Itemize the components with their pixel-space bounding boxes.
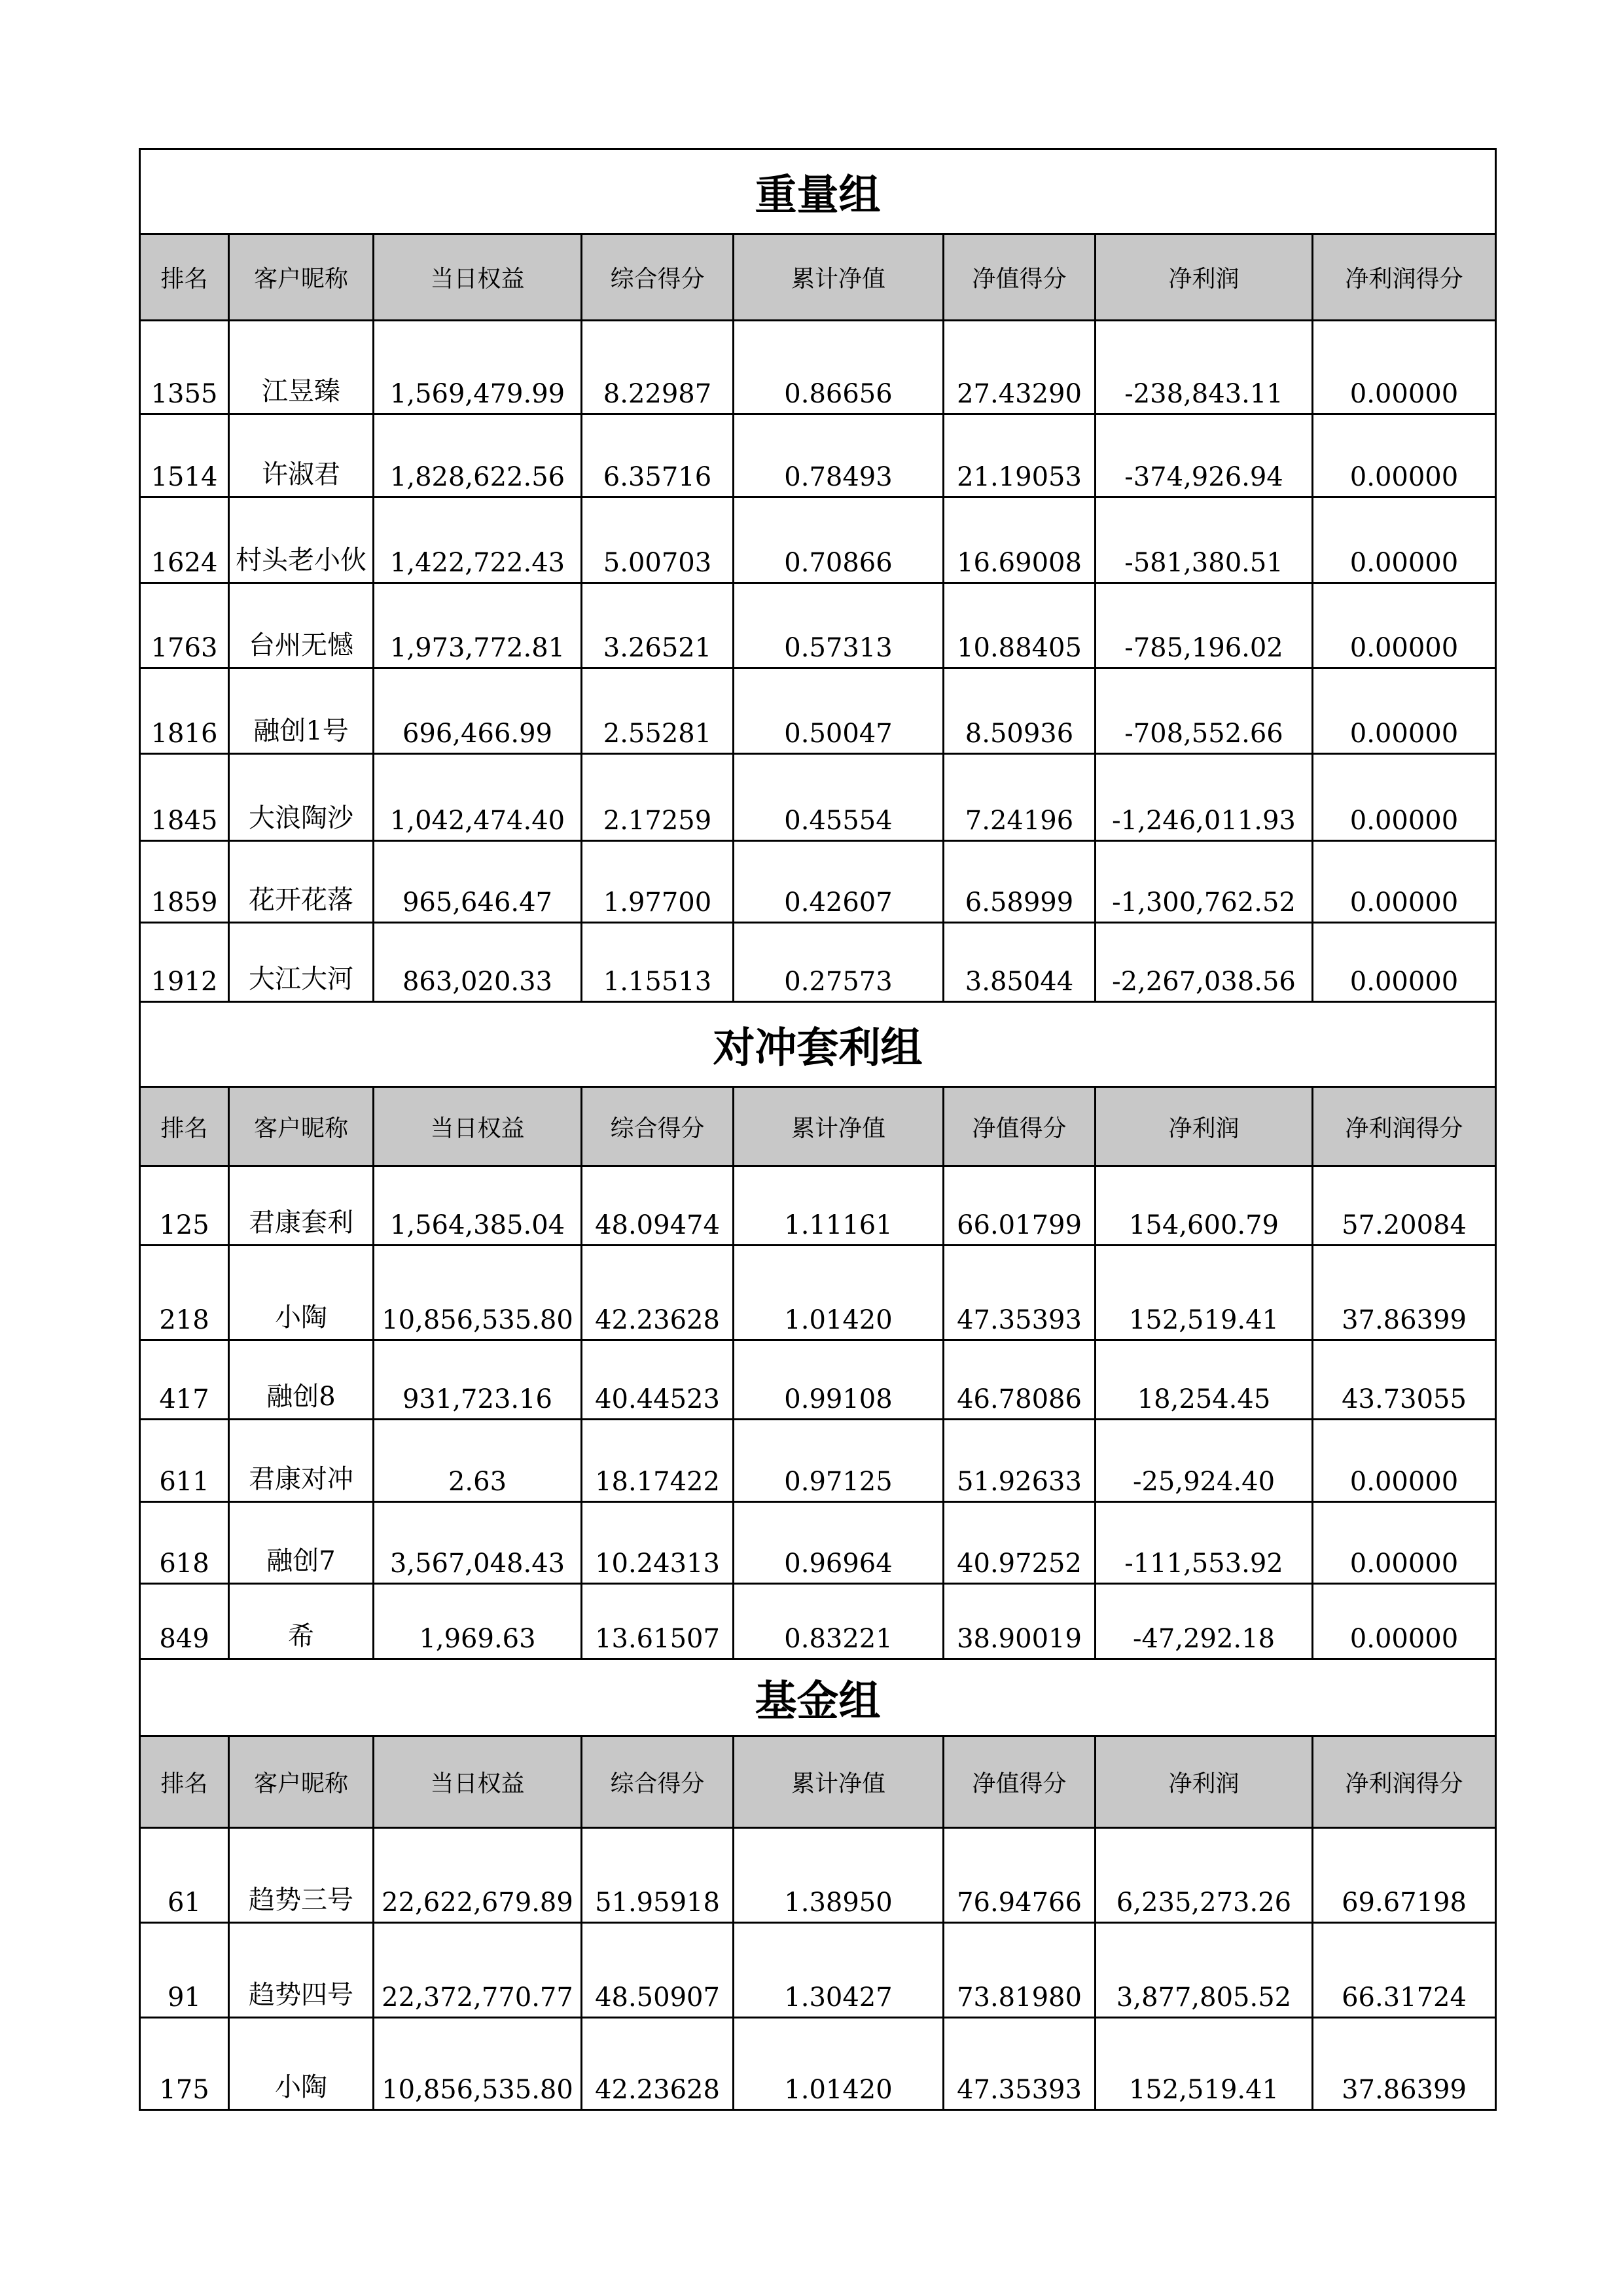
column-header-rank: 排名 (140, 234, 229, 321)
cell-nickname: 趋势三号 (229, 1828, 374, 1923)
cell-equity: 1,042,474.40 (374, 754, 582, 841)
column-header-nickname: 客户昵称 (229, 234, 374, 321)
column-header-net-profit: 净利润 (1096, 1087, 1313, 1166)
cell-rank: 1859 (140, 841, 229, 923)
cell-nav: 0.96964 (734, 1502, 944, 1584)
column-header-total-score: 综合得分 (582, 234, 734, 321)
cell-net-profit: -785,196.02 (1096, 583, 1313, 668)
cell-rank: 849 (140, 1584, 229, 1659)
group-title: 对冲套利组 (140, 1002, 1496, 1087)
cell-nav-score: 16.69008 (944, 497, 1096, 583)
cell-rank: 125 (140, 1166, 229, 1246)
cell-net-profit-score: 37.86399 (1313, 2018, 1496, 2110)
column-header-nav-score: 净值得分 (944, 234, 1096, 321)
cell-equity: 1,422,722.43 (374, 497, 582, 583)
table-row (140, 1584, 1496, 1659)
cell-total-score: 40.44523 (582, 1340, 734, 1420)
cell-total-score: 42.23628 (582, 1246, 734, 1340)
cell-nickname: 小陶 (229, 2018, 374, 2110)
table-row (140, 1420, 1496, 1502)
group-title: 基金组 (140, 1659, 1496, 1736)
cell-nickname: 台州无憾 (229, 583, 374, 668)
cell-rank: 61 (140, 1828, 229, 1923)
cell-nav-score: 3.85044 (944, 923, 1096, 1002)
column-header-nav-score: 净值得分 (944, 1087, 1096, 1166)
column-header-rank: 排名 (140, 1087, 229, 1166)
cell-net-profit: -238,843.11 (1096, 321, 1313, 414)
cell-rank: 1624 (140, 497, 229, 583)
column-header-total-score: 综合得分 (582, 1736, 734, 1828)
cell-nav: 0.42607 (734, 841, 944, 923)
column-header-net-profit-score: 净利润得分 (1313, 1087, 1496, 1166)
cell-nav-score: 66.01799 (944, 1166, 1096, 1246)
cell-net-profit-score: 0.00000 (1313, 583, 1496, 668)
table-row (140, 754, 1496, 841)
cell-nav: 0.78493 (734, 414, 944, 497)
table-row (140, 841, 1496, 923)
cell-equity: 1,569,479.99 (374, 321, 582, 414)
cell-nickname: 村头老小伙 (229, 497, 374, 583)
table-row (140, 2018, 1496, 2110)
cell-nav-score: 21.19053 (944, 414, 1096, 497)
table-row (140, 1246, 1496, 1340)
cell-nav: 0.50047 (734, 668, 944, 754)
cell-total-score: 5.00703 (582, 497, 734, 583)
cell-nav-score: 47.35393 (944, 1246, 1096, 1340)
cell-nav: 0.99108 (734, 1340, 944, 1420)
cell-equity: 1,969.63 (374, 1584, 582, 1659)
cell-equity: 931,723.16 (374, 1340, 582, 1420)
column-header-total-score: 综合得分 (582, 1087, 734, 1166)
cell-nav-score: 76.94766 (944, 1828, 1096, 1923)
cell-net-profit: 154,600.79 (1096, 1166, 1313, 1246)
cell-nav: 0.27573 (734, 923, 944, 1002)
table-row (140, 1923, 1496, 2018)
cell-nickname: 江昱臻 (229, 321, 374, 414)
cell-nickname: 许淑君 (229, 414, 374, 497)
cell-net-profit-score: 0.00000 (1313, 321, 1496, 414)
column-header-nav-score: 净值得分 (944, 1736, 1096, 1828)
cell-nav-score: 46.78086 (944, 1340, 1096, 1420)
column-header-nav: 累计净值 (734, 1087, 944, 1166)
cell-total-score: 3.26521 (582, 583, 734, 668)
group-title-row (140, 149, 1496, 234)
cell-total-score: 1.97700 (582, 841, 734, 923)
cell-total-score: 51.95918 (582, 1828, 734, 1923)
table-row (140, 1166, 1496, 1246)
cell-total-score: 48.50907 (582, 1923, 734, 2018)
cell-net-profit: -47,292.18 (1096, 1584, 1313, 1659)
cell-nickname: 融创8 (229, 1340, 374, 1420)
cell-nav: 0.45554 (734, 754, 944, 841)
column-header-nickname: 客户昵称 (229, 1736, 374, 1828)
cell-nav-score: 8.50936 (944, 668, 1096, 754)
cell-net-profit: 18,254.45 (1096, 1340, 1313, 1420)
cell-rank: 175 (140, 2018, 229, 2110)
cell-total-score: 1.15513 (582, 923, 734, 1002)
cell-nickname: 君康套利 (229, 1166, 374, 1246)
column-header-row (140, 1087, 1496, 1166)
cell-nav-score: 38.90019 (944, 1584, 1096, 1659)
cell-nav-score: 40.97252 (944, 1502, 1096, 1584)
cell-rank: 91 (140, 1923, 229, 2018)
ranking-table (139, 148, 1497, 2111)
cell-nav: 1.01420 (734, 2018, 944, 2110)
cell-net-profit: 6,235,273.26 (1096, 1828, 1313, 1923)
cell-nickname: 大浪陶沙 (229, 754, 374, 841)
cell-nav-score: 27.43290 (944, 321, 1096, 414)
cell-net-profit: -2,267,038.56 (1096, 923, 1313, 1002)
cell-net-profit-score: 0.00000 (1313, 923, 1496, 1002)
group-title-row (140, 1659, 1496, 1736)
table-row (140, 923, 1496, 1002)
cell-net-profit: -1,246,011.93 (1096, 754, 1313, 841)
column-header-equity: 当日权益 (374, 1087, 582, 1166)
cell-total-score: 18.17422 (582, 1420, 734, 1502)
table-row (140, 1340, 1496, 1420)
cell-equity: 10,856,535.80 (374, 2018, 582, 2110)
cell-equity: 863,020.33 (374, 923, 582, 1002)
cell-rank: 1845 (140, 754, 229, 841)
cell-nickname: 花开花落 (229, 841, 374, 923)
cell-rank: 218 (140, 1246, 229, 1340)
cell-equity: 696,466.99 (374, 668, 582, 754)
cell-net-profit: -708,552.66 (1096, 668, 1313, 754)
cell-net-profit-score: 57.20084 (1313, 1166, 1496, 1246)
table-row (140, 1502, 1496, 1584)
cell-equity: 1,564,385.04 (374, 1166, 582, 1246)
cell-nickname: 小陶 (229, 1246, 374, 1340)
cell-net-profit: -1,300,762.52 (1096, 841, 1313, 923)
cell-equity: 22,372,770.77 (374, 1923, 582, 2018)
table-row (140, 321, 1496, 414)
cell-equity: 3,567,048.43 (374, 1502, 582, 1584)
cell-total-score: 8.22987 (582, 321, 734, 414)
column-header-row (140, 1736, 1496, 1828)
cell-equity: 1,828,622.56 (374, 414, 582, 497)
cell-nickname: 融创7 (229, 1502, 374, 1584)
cell-nav: 1.38950 (734, 1828, 944, 1923)
cell-equity: 965,646.47 (374, 841, 582, 923)
cell-total-score: 6.35716 (582, 414, 734, 497)
cell-rank: 1763 (140, 583, 229, 668)
cell-equity: 22,622,679.89 (374, 1828, 582, 1923)
cell-nav-score: 47.35393 (944, 2018, 1096, 2110)
cell-net-profit-score: 0.00000 (1313, 841, 1496, 923)
cell-net-profit: -581,380.51 (1096, 497, 1313, 583)
cell-total-score: 10.24313 (582, 1502, 734, 1584)
cell-rank: 417 (140, 1340, 229, 1420)
column-header-net-profit: 净利润 (1096, 234, 1313, 321)
column-header-nav: 累计净值 (734, 234, 944, 321)
cell-nickname: 融创1号 (229, 668, 374, 754)
cell-net-profit-score: 0.00000 (1313, 497, 1496, 583)
column-header-row (140, 234, 1496, 321)
cell-rank: 1912 (140, 923, 229, 1002)
cell-net-profit-score: 0.00000 (1313, 668, 1496, 754)
cell-net-profit-score: 0.00000 (1313, 754, 1496, 841)
cell-nav: 1.11161 (734, 1166, 944, 1246)
cell-total-score: 13.61507 (582, 1584, 734, 1659)
cell-equity: 10,856,535.80 (374, 1246, 582, 1340)
group-title: 重量组 (140, 149, 1496, 234)
cell-nav: 0.97125 (734, 1420, 944, 1502)
cell-nav: 0.70866 (734, 497, 944, 583)
cell-net-profit-score: 0.00000 (1313, 1502, 1496, 1584)
table-row (140, 1828, 1496, 1923)
cell-net-profit-score: 69.67198 (1313, 1828, 1496, 1923)
cell-rank: 618 (140, 1502, 229, 1584)
cell-net-profit-score: 37.86399 (1313, 1246, 1496, 1340)
cell-total-score: 42.23628 (582, 2018, 734, 2110)
cell-net-profit-score: 0.00000 (1313, 1584, 1496, 1659)
cell-rank: 1816 (140, 668, 229, 754)
cell-total-score: 48.09474 (582, 1166, 734, 1246)
table-row (140, 583, 1496, 668)
cell-net-profit-score: 43.73055 (1313, 1340, 1496, 1420)
cell-rank: 1514 (140, 414, 229, 497)
cell-nav-score: 7.24196 (944, 754, 1096, 841)
group-title-row (140, 1002, 1496, 1087)
cell-net-profit-score: 66.31724 (1313, 1923, 1496, 2018)
cell-rank: 611 (140, 1420, 229, 1502)
cell-net-profit-score: 0.00000 (1313, 1420, 1496, 1502)
column-header-nav: 累计净值 (734, 1736, 944, 1828)
cell-nav: 0.86656 (734, 321, 944, 414)
cell-net-profit: -111,553.92 (1096, 1502, 1313, 1584)
cell-total-score: 2.55281 (582, 668, 734, 754)
cell-nickname: 大江大河 (229, 923, 374, 1002)
cell-net-profit: 3,877,805.52 (1096, 1923, 1313, 2018)
cell-net-profit: 152,519.41 (1096, 2018, 1313, 2110)
column-header-equity: 当日权益 (374, 1736, 582, 1828)
table-row (140, 668, 1496, 754)
table-row (140, 497, 1496, 583)
cell-nav-score: 10.88405 (944, 583, 1096, 668)
cell-equity: 2.63 (374, 1420, 582, 1502)
cell-nav: 0.83221 (734, 1584, 944, 1659)
column-header-rank: 排名 (140, 1736, 229, 1828)
cell-nav: 0.57313 (734, 583, 944, 668)
cell-nav-score: 73.81980 (944, 1923, 1096, 2018)
column-header-net-profit-score: 净利润得分 (1313, 1736, 1496, 1828)
cell-nickname: 君康对冲 (229, 1420, 374, 1502)
cell-nav: 1.01420 (734, 1246, 944, 1340)
cell-nav: 1.30427 (734, 1923, 944, 2018)
column-header-nickname: 客户昵称 (229, 1087, 374, 1166)
cell-rank: 1355 (140, 321, 229, 414)
cell-equity: 1,973,772.81 (374, 583, 582, 668)
cell-net-profit: -25,924.40 (1096, 1420, 1313, 1502)
table-row (140, 414, 1496, 497)
cell-nav-score: 51.92633 (944, 1420, 1096, 1502)
cell-nickname: 希 (229, 1584, 374, 1659)
cell-net-profit: -374,926.94 (1096, 414, 1313, 497)
cell-net-profit: 152,519.41 (1096, 1246, 1313, 1340)
column-header-net-profit-score: 净利润得分 (1313, 234, 1496, 321)
cell-nav-score: 6.58999 (944, 841, 1096, 923)
column-header-net-profit: 净利润 (1096, 1736, 1313, 1828)
cell-net-profit-score: 0.00000 (1313, 414, 1496, 497)
column-header-equity: 当日权益 (374, 234, 582, 321)
cell-nickname: 趋势四号 (229, 1923, 374, 2018)
cell-total-score: 2.17259 (582, 754, 734, 841)
